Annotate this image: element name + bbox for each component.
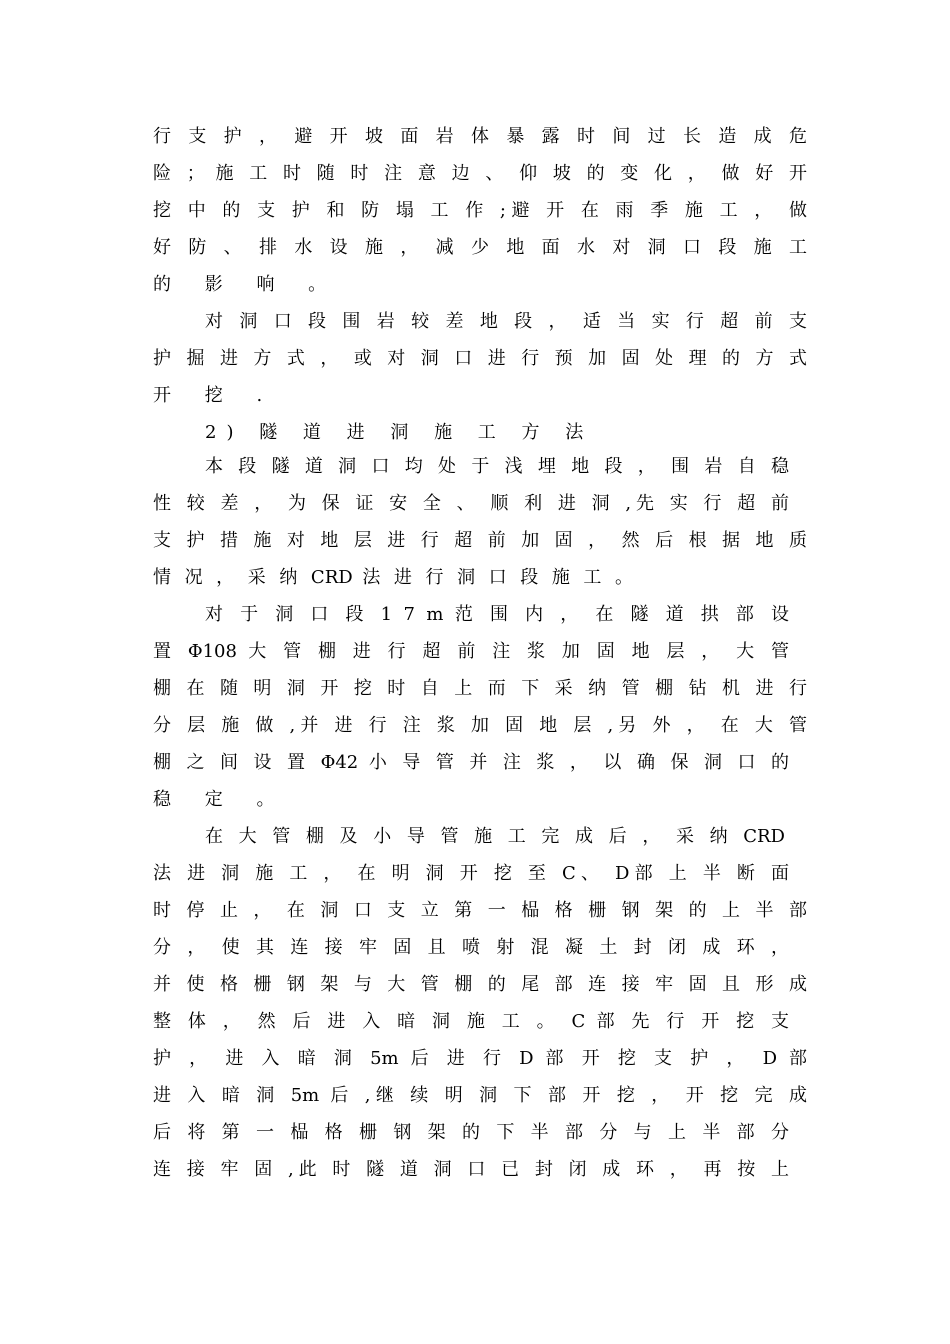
text-line: 后 将 第 一 榀 格 栅 钢 架 的 下 半 部 分 与 上 半 部 分 [153,1122,789,1143]
paragraph-first-line: 本 段 隧 道 洞 口 均 处 于 浅 埋 地 段 ， 围 岩 自 稳 [205,456,789,477]
text-line: 稳 定 。 [153,789,289,810]
text-line: 时 停 止 ， 在 洞 口 支 立 第 一 榀 格 栅 钢 架 的 上 半 部 [153,900,807,921]
text-line: 整 体 ， 然 后 进 入 暗 洞 施 工 。 C 部 先 行 开 挖 支 [153,1011,789,1032]
text-line: 好 防 、 排 水 设 施 ， 减 少 地 面 水 对 洞 口 段 施 工 [153,237,807,258]
text-line: 法 进 洞 施 工 ， 在 明 洞 开 挖 至 C、 D部 上 半 断 面 [153,863,789,884]
paragraph-first-line: 对 于 洞 口 段 1 7 m 范 围 内 ， 在 隧 道 拱 部 设 [205,604,789,625]
paragraph-first-line: 在 大 管 棚 及 小 导 管 施 工 完 成 后 ， 采 纳 CRD [205,826,785,847]
text-line: 支 护 措 施 对 地 层 进 行 超 前 加 固 ， 然 后 根 据 地 质 [153,530,807,551]
text-line: 的 影 响 。 [153,274,341,295]
text-line: 护 掘 进 方 式 ， 或 对 洞 口 进 行 预 加 固 处 理 的 方 式 [153,348,807,369]
text-line: 棚 在 随 明 洞 开 挖 时 自 上 而 下 采 纳 管 棚 钻 机 进 行 [153,678,807,699]
text-line: 连 接 牢 固 ,此 时 隧 道 洞 口 已 封 闭 成 环 ， 再 按 上 [153,1159,789,1180]
text-line: 开 挖 . [153,385,277,406]
text-line: 分 ， 使 其 连 接 牢 固 且 喷 射 混 凝 土 封 闭 成 环 ， [153,937,789,958]
text-line: 护 ， 进 入 暗 洞 5m 后 进 行 D 部 开 挖 支 护 ， D 部 [153,1048,807,1069]
text-line: 性 较 差 ， 为 保 证 安 全 、 顺 利 进 洞 ,先 实 行 超 前 [153,493,789,514]
text-line: 置 Φ108 大 管 棚 进 行 超 前 注 浆 加 固 地 层 ， 大 管 [153,641,789,662]
text-line: 并 使 格 栅 钢 架 与 大 管 棚 的 尾 部 连 接 牢 固 且 形 成 [153,974,807,995]
text-line: 险 ； 施 工 时 随 时 注 意 边 、 仰 坡 的 变 化 ， 做 好 开 [153,163,807,184]
paragraph-first-line: 对 洞 口 段 围 岩 较 差 地 段 ， 适 当 实 行 超 前 支 [205,311,807,332]
text-line: 行 支 护 ， 避 开 坡 面 岩 体 暴 露 时 间 过 长 造 成 危 [153,126,807,147]
section-heading: 2) 隧 道 进 洞 施 工 方 法 [205,422,594,443]
text-line: 棚 之 间 设 置 Φ42 小 导 管 并 注 浆 ， 以 确 保 洞 口 的 [153,752,789,773]
text-line: 分 层 施 做 ,并 进 行 注 浆 加 固 地 层 ,另 外 ， 在 大 管 [153,715,807,736]
text-line: 情 况 ， 采 纳 CRD 法 进 行 洞 口 段 施 工 。 [153,567,633,588]
text-line: 挖 中 的 支 护 和 防 塌 工 作 ;避 开 在 雨 季 施 工 ， 做 [153,200,807,221]
text-line: 进 入 暗 洞 5m 后 ,继 续 明 洞 下 部 开 挖 ， 开 挖 完 成 [153,1085,807,1106]
